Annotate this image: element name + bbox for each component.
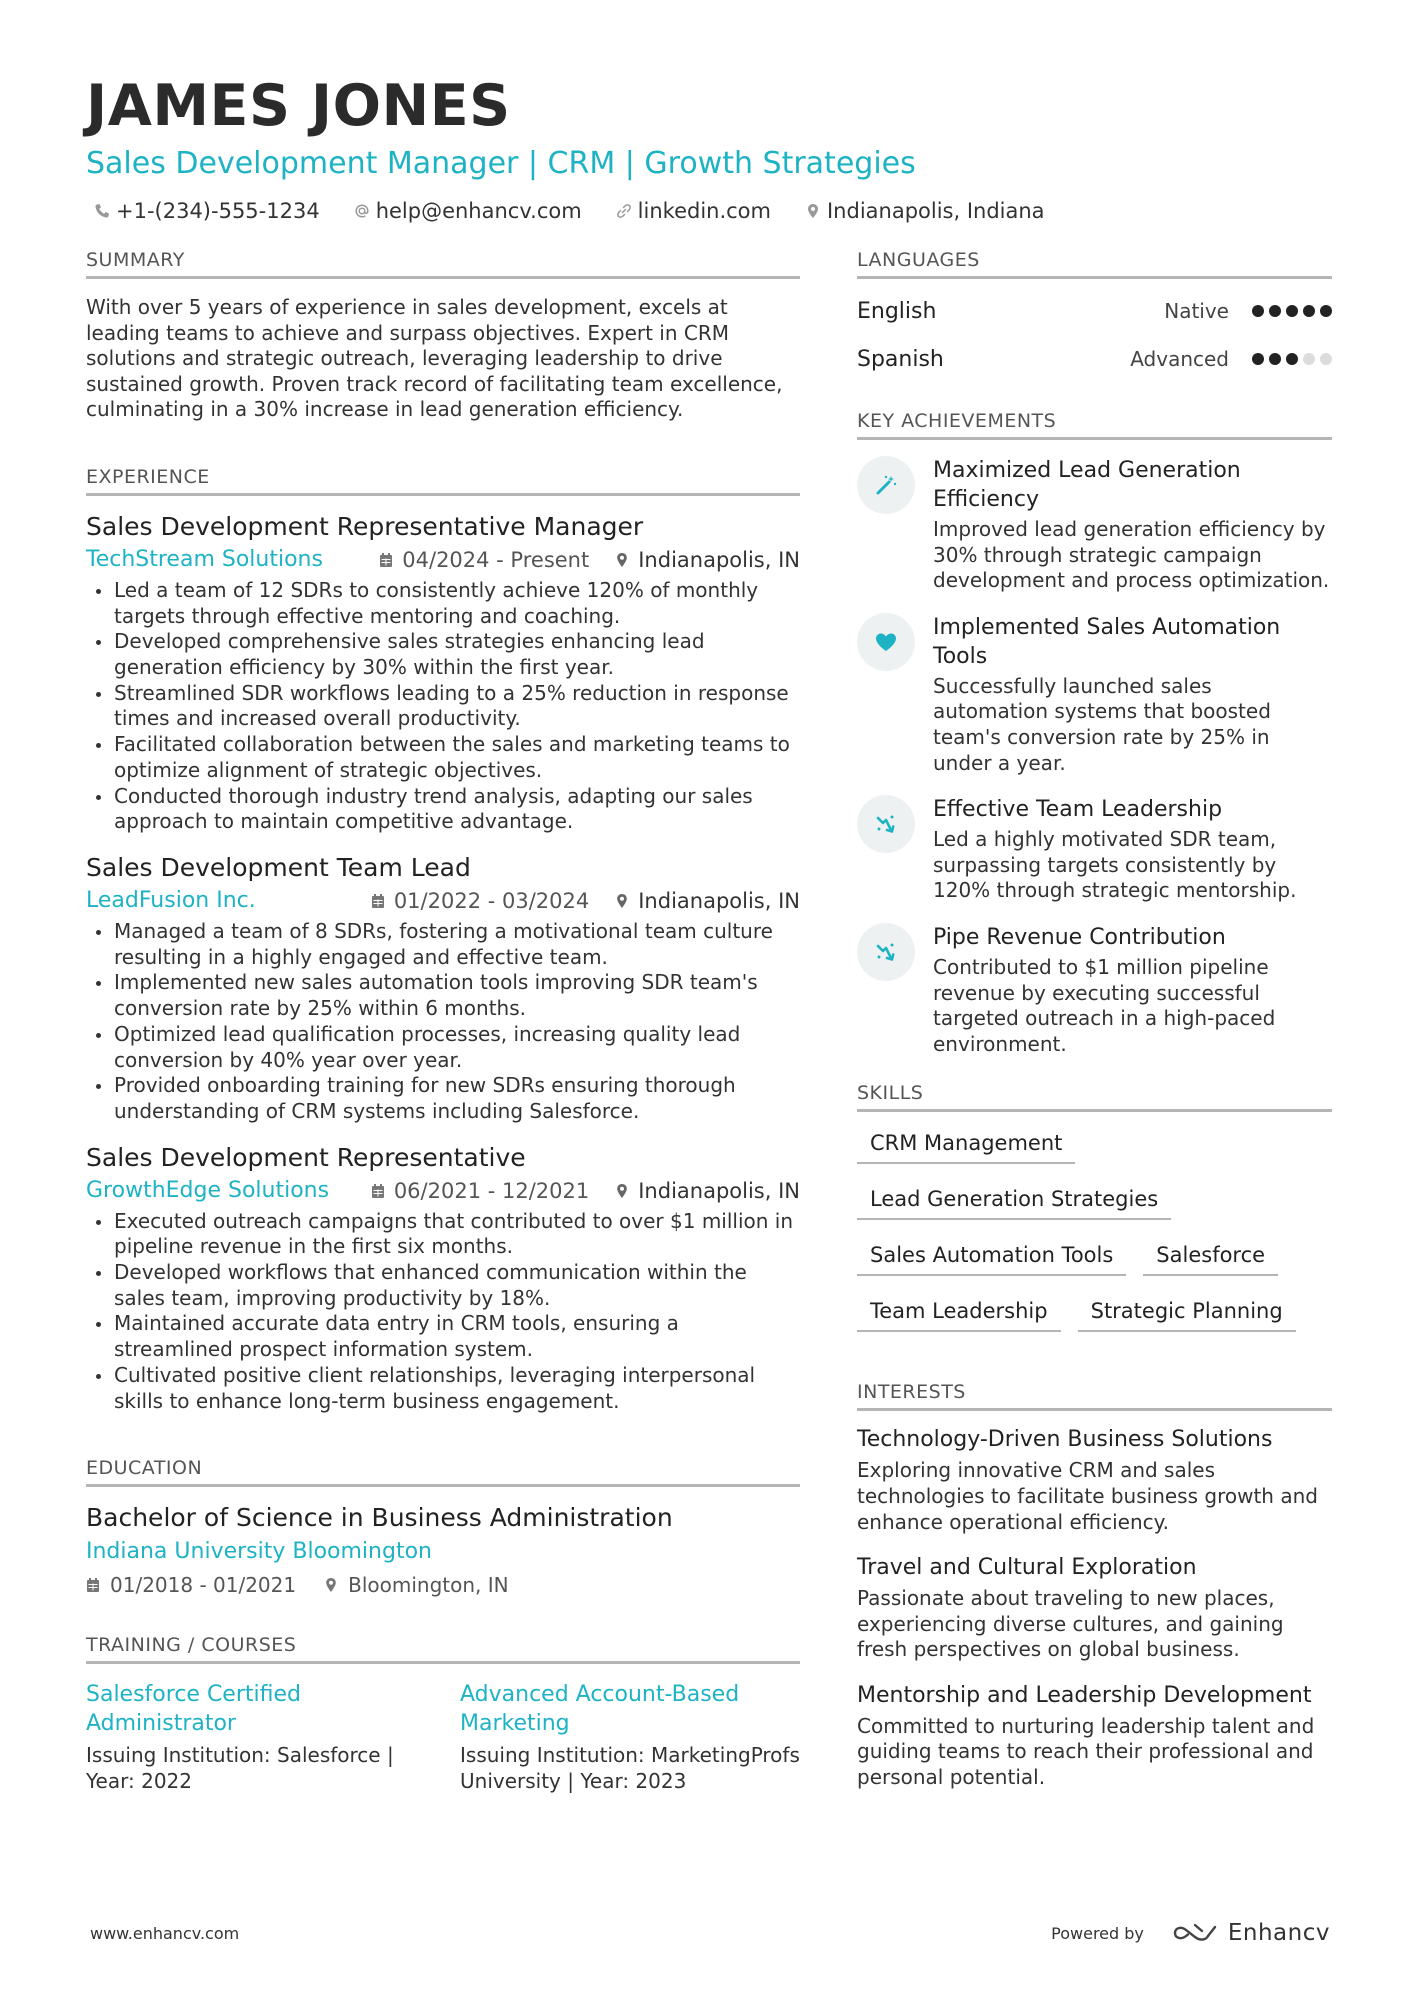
skill-tag: CRM Management bbox=[857, 1124, 1075, 1164]
skill-tag: Salesforce bbox=[1143, 1236, 1278, 1276]
rating-dot-filled bbox=[1269, 353, 1281, 365]
left-column bbox=[86, 246, 800, 1794]
job-meta bbox=[86, 1175, 800, 1207]
language-proficiency bbox=[1164, 299, 1332, 323]
education-school: Indiana University Bloomington bbox=[86, 1539, 432, 1565]
achievement-title: Effective Team Leadership bbox=[933, 797, 1223, 823]
list-item: Provided onboarding training for new SDRs ensuring thorough understanding of CRM systems including Salesforce. bbox=[86, 1073, 800, 1124]
achievement-desc: Led a highly motivated SDR team, surpassing targets consistently by 120% through strategic mentorship. bbox=[933, 827, 1297, 903]
location-pin-icon bbox=[615, 893, 629, 909]
job-location-text: Indianapolis, IN bbox=[638, 889, 800, 913]
languages-section bbox=[857, 246, 1332, 383]
rating-dots bbox=[1247, 353, 1332, 365]
calendar-icon bbox=[371, 1183, 385, 1199]
education-section bbox=[86, 1454, 800, 1601]
achievement-title: Pipe Revenue Contribution bbox=[933, 924, 1226, 950]
education-location-text: Bloomington, IN bbox=[348, 1573, 509, 1598]
list-item: Facilitated collaboration between the sales and marketing teams to optimize alignment of strategic objectives. bbox=[86, 732, 800, 783]
growth-arrow-icon bbox=[873, 811, 899, 837]
achievement-item bbox=[857, 456, 1332, 594]
powered-by-label: Powered by bbox=[1051, 1923, 1144, 1943]
achievement-body bbox=[933, 456, 1332, 594]
course-title: Advanced Account-Based Marketing bbox=[460, 1682, 740, 1737]
experience-section bbox=[86, 463, 800, 1414]
job-dates bbox=[371, 885, 589, 917]
job-title: Sales Development Representative Manager bbox=[86, 511, 644, 541]
rating-dot-filled bbox=[1252, 305, 1264, 317]
enhancv-logo[interactable] bbox=[1172, 1920, 1330, 1946]
job-meta bbox=[86, 544, 800, 576]
resume-header bbox=[86, 70, 1326, 226]
rating-dot-filled bbox=[1269, 305, 1281, 317]
list-item: Developed workflows that enhanced communication within the sales team, improving productivity by 18%. bbox=[86, 1260, 800, 1311]
calendar-icon bbox=[86, 1577, 100, 1593]
interest-desc: Passionate about traveling to new places, experiencing diverse cultures, and gaining fresh perspectives on global business. bbox=[857, 1586, 1284, 1662]
rating-dot-filled bbox=[1286, 353, 1298, 365]
achievement-title: Maximized Lead Generation Efficiency bbox=[933, 458, 1241, 512]
contact-location bbox=[797, 199, 1045, 223]
interest-title: Travel and Cultural Exploration bbox=[857, 1555, 1197, 1581]
achievement-desc: Contributed to $1 million pipeline revenue by executing successful targeted outreach in a high-paced environment. bbox=[933, 954, 1276, 1056]
section-title-education: EDUCATION bbox=[86, 1454, 800, 1487]
rating-dot-empty bbox=[1303, 353, 1315, 365]
achievement-body bbox=[933, 613, 1332, 776]
education-location bbox=[324, 1569, 509, 1601]
location-pin-icon bbox=[615, 1183, 629, 1199]
job-location-text: Indianapolis, IN bbox=[638, 1178, 800, 1203]
achievement-desc: Successfully launched sales automation systems that boosted team's conversion rate by 25% in under a year. bbox=[933, 673, 1271, 775]
achievement-item bbox=[857, 795, 1332, 904]
achievement-title: Implemented Sales Automation Tools bbox=[933, 614, 1281, 669]
rating-dot-filled bbox=[1303, 305, 1315, 317]
job-location bbox=[615, 544, 800, 576]
section-title-summary: SUMMARY bbox=[86, 246, 800, 279]
skill-tag: Lead Generation Strategies bbox=[857, 1180, 1171, 1220]
location-text: Indianapolis, Indiana bbox=[826, 199, 1045, 223]
language-level: Native bbox=[1164, 299, 1229, 323]
education-degree: Bachelor of Science in Business Administration bbox=[86, 1503, 673, 1533]
calendar-icon bbox=[379, 552, 393, 568]
rating-dot-filled bbox=[1286, 305, 1298, 317]
list-item: Maintained accurate data entry in CRM tools, ensuring a streamlined prospect information system. bbox=[86, 1311, 800, 1362]
heart-icon bbox=[873, 629, 899, 655]
brand-name: Enhancv bbox=[1227, 1920, 1330, 1946]
section-title-experience: EXPERIENCE bbox=[86, 463, 800, 496]
skill-tag: Sales Automation Tools bbox=[857, 1236, 1126, 1276]
page-footer bbox=[90, 1918, 1330, 1948]
course-title: Salesforce Certified Administrator bbox=[86, 1682, 301, 1737]
infinity-logo-icon bbox=[1172, 1922, 1218, 1944]
course-desc: Issuing Institution: MarketingProfs University | Year: 2023 bbox=[460, 1743, 800, 1793]
achievement-icon-badge bbox=[857, 456, 915, 514]
skills-list bbox=[857, 1124, 1332, 1348]
job-dates-text: 06/2021 - 12/2021 bbox=[393, 1178, 590, 1203]
skill-tag: Team Leadership bbox=[857, 1292, 1061, 1332]
job-bullets bbox=[86, 1209, 800, 1415]
contact-email[interactable] bbox=[346, 199, 582, 223]
job-location bbox=[615, 885, 800, 917]
job-location bbox=[615, 1175, 800, 1207]
list-item: Conducted thorough industry trend analysis, adapting our sales approach to maintain competitive advantage. bbox=[86, 784, 800, 835]
list-item: Developed comprehensive sales strategies enhancing lead generation efficiency by 30% within the first year. bbox=[86, 629, 800, 680]
footer-branding bbox=[1051, 1920, 1330, 1946]
section-title-languages: LANGUAGES bbox=[857, 246, 1332, 279]
list-item: Managed a team of 8 SDRs, fostering a motivational team culture resulting in a highly engaged and effective team. bbox=[86, 919, 800, 970]
rating-dot-empty bbox=[1320, 353, 1332, 365]
section-title-training: TRAINING / COURSES bbox=[86, 1631, 800, 1664]
list-item: Implemented new sales automation tools improving SDR team's conversion rate by 25% within 6 months. bbox=[86, 970, 800, 1021]
achievement-body bbox=[933, 795, 1332, 904]
job-location-text: Indianapolis, IN bbox=[638, 547, 800, 572]
language-name: Spanish bbox=[857, 346, 944, 372]
rating-dots bbox=[1247, 305, 1332, 317]
section-title-interests: INTERESTS bbox=[857, 1378, 1332, 1411]
job-title: Sales Development Team Lead bbox=[86, 853, 471, 882]
candidate-headline: Sales Development Manager | CRM | Growth Strategies bbox=[86, 146, 916, 181]
language-level: Advanced bbox=[1130, 347, 1229, 371]
section-title-skills: SKILLS bbox=[857, 1079, 1332, 1112]
experience-entry bbox=[86, 851, 800, 1125]
job-bullets bbox=[86, 578, 800, 835]
experience-entry bbox=[86, 510, 800, 835]
interest-title: Technology-Driven Business Solutions bbox=[857, 1427, 1273, 1453]
achievement-desc: Improved lead generation efficiency by 30% through strategic campaign development and process optimization. bbox=[933, 517, 1330, 593]
job-meta bbox=[86, 885, 800, 917]
achievement-icon-badge bbox=[857, 923, 915, 981]
company-name: LeadFusion Inc. bbox=[86, 888, 256, 913]
location-pin-icon bbox=[805, 203, 821, 219]
rating-dot-filled bbox=[1252, 353, 1264, 365]
skills-section bbox=[857, 1079, 1332, 1348]
job-meta-right bbox=[345, 885, 800, 917]
course-desc: Issuing Institution: Salesforce | Year: 2022 bbox=[86, 1743, 394, 1793]
training-section bbox=[86, 1631, 800, 1794]
footer-website-link[interactable]: www.enhancv.com bbox=[90, 1923, 240, 1943]
rating-dot-filled bbox=[1320, 305, 1332, 317]
course-item bbox=[460, 1680, 800, 1794]
education-meta bbox=[86, 1569, 800, 1601]
contact-bar bbox=[86, 196, 1326, 226]
job-meta-right bbox=[345, 1175, 800, 1207]
summary-section bbox=[86, 246, 800, 423]
growth-arrow-icon bbox=[873, 939, 899, 965]
list-item: Streamlined SDR workflows leading to a 25% reduction in response times and increased overall productivity. bbox=[86, 681, 800, 732]
achievement-icon-badge bbox=[857, 795, 915, 853]
education-dates-text: 01/2018 - 01/2021 bbox=[110, 1573, 297, 1598]
at-icon bbox=[354, 203, 370, 219]
achievement-icon-badge bbox=[857, 613, 915, 671]
courses-list bbox=[86, 1680, 800, 1794]
magic-wand-icon bbox=[873, 472, 899, 498]
list-item: Optimized lead qualification processes, increasing quality lead conversion by 40% year over year. bbox=[86, 1022, 800, 1073]
phone-icon bbox=[94, 203, 110, 219]
contact-linkedin[interactable] bbox=[608, 199, 771, 223]
job-bullets bbox=[86, 919, 800, 1125]
linkedin-text: linkedin.com bbox=[637, 199, 771, 223]
phone-text: +1-(234)-555-1234 bbox=[116, 199, 320, 223]
job-dates-text: 01/2022 - 03/2024 bbox=[393, 889, 590, 913]
skill-tag: Strategic Planning bbox=[1078, 1292, 1296, 1332]
achievements-section bbox=[857, 407, 1332, 1057]
section-title-achievements: KEY ACHIEVEMENTS bbox=[857, 407, 1332, 440]
interest-desc: Committed to nurturing leadership talent and guiding teams to reach their professional and personal potential. bbox=[857, 1713, 1315, 1790]
candidate-name: JAMES JONES bbox=[86, 73, 511, 139]
education-dates bbox=[86, 1569, 296, 1601]
location-pin-icon bbox=[324, 1577, 338, 1593]
course-item bbox=[86, 1680, 426, 1794]
experience-entry bbox=[86, 1141, 800, 1415]
list-item: Executed outreach campaigns that contributed to over $1 million in pipeline revenue in the first six months. bbox=[86, 1209, 800, 1260]
language-name: English bbox=[857, 298, 937, 324]
interest-desc: Exploring innovative CRM and sales technologies to facilitate business growth and enhance operational efficiency. bbox=[857, 1458, 1318, 1534]
achievement-item bbox=[857, 923, 1332, 1057]
right-column bbox=[857, 246, 1332, 1809]
summary-text: With over 5 years of experience in sales development, excels at leading teams to achieve and surpass objectives. Expert in CRM solutions and strategic outreach, leveraging leadership to drive sustained growth. Proven track record of facilitating team excellence, culminating in a 30% increase in lead generation efficiency. bbox=[86, 295, 783, 422]
job-dates-text: 04/2024 - Present bbox=[402, 547, 590, 572]
email-text: help@enhancv.com bbox=[375, 199, 582, 223]
contact-phone bbox=[86, 199, 320, 223]
language-row bbox=[857, 335, 1332, 383]
list-item: Led a team of 12 SDRs to consistently achieve 120% of monthly targets through effective mentoring and coaching. bbox=[86, 578, 800, 629]
company-name: TechStream Solutions bbox=[86, 546, 323, 572]
job-dates bbox=[379, 544, 589, 576]
language-row bbox=[857, 287, 1332, 335]
list-item: Cultivated positive client relationships, leveraging interpersonal skills to enhance long-term business engagement. bbox=[86, 1363, 800, 1414]
company-name: GrowthEdge Solutions bbox=[86, 1177, 330, 1203]
job-dates bbox=[371, 1175, 589, 1207]
achievement-body bbox=[933, 923, 1332, 1057]
achievement-item bbox=[857, 613, 1332, 776]
job-meta-right bbox=[353, 544, 800, 576]
language-proficiency bbox=[1130, 347, 1332, 371]
location-pin-icon bbox=[615, 552, 629, 568]
calendar-icon bbox=[371, 893, 385, 909]
interest-title: Mentorship and Leadership Development bbox=[857, 1682, 1312, 1708]
link-icon bbox=[616, 203, 632, 219]
interests-section bbox=[857, 1378, 1332, 1790]
job-title: Sales Development Representative bbox=[86, 1142, 526, 1172]
